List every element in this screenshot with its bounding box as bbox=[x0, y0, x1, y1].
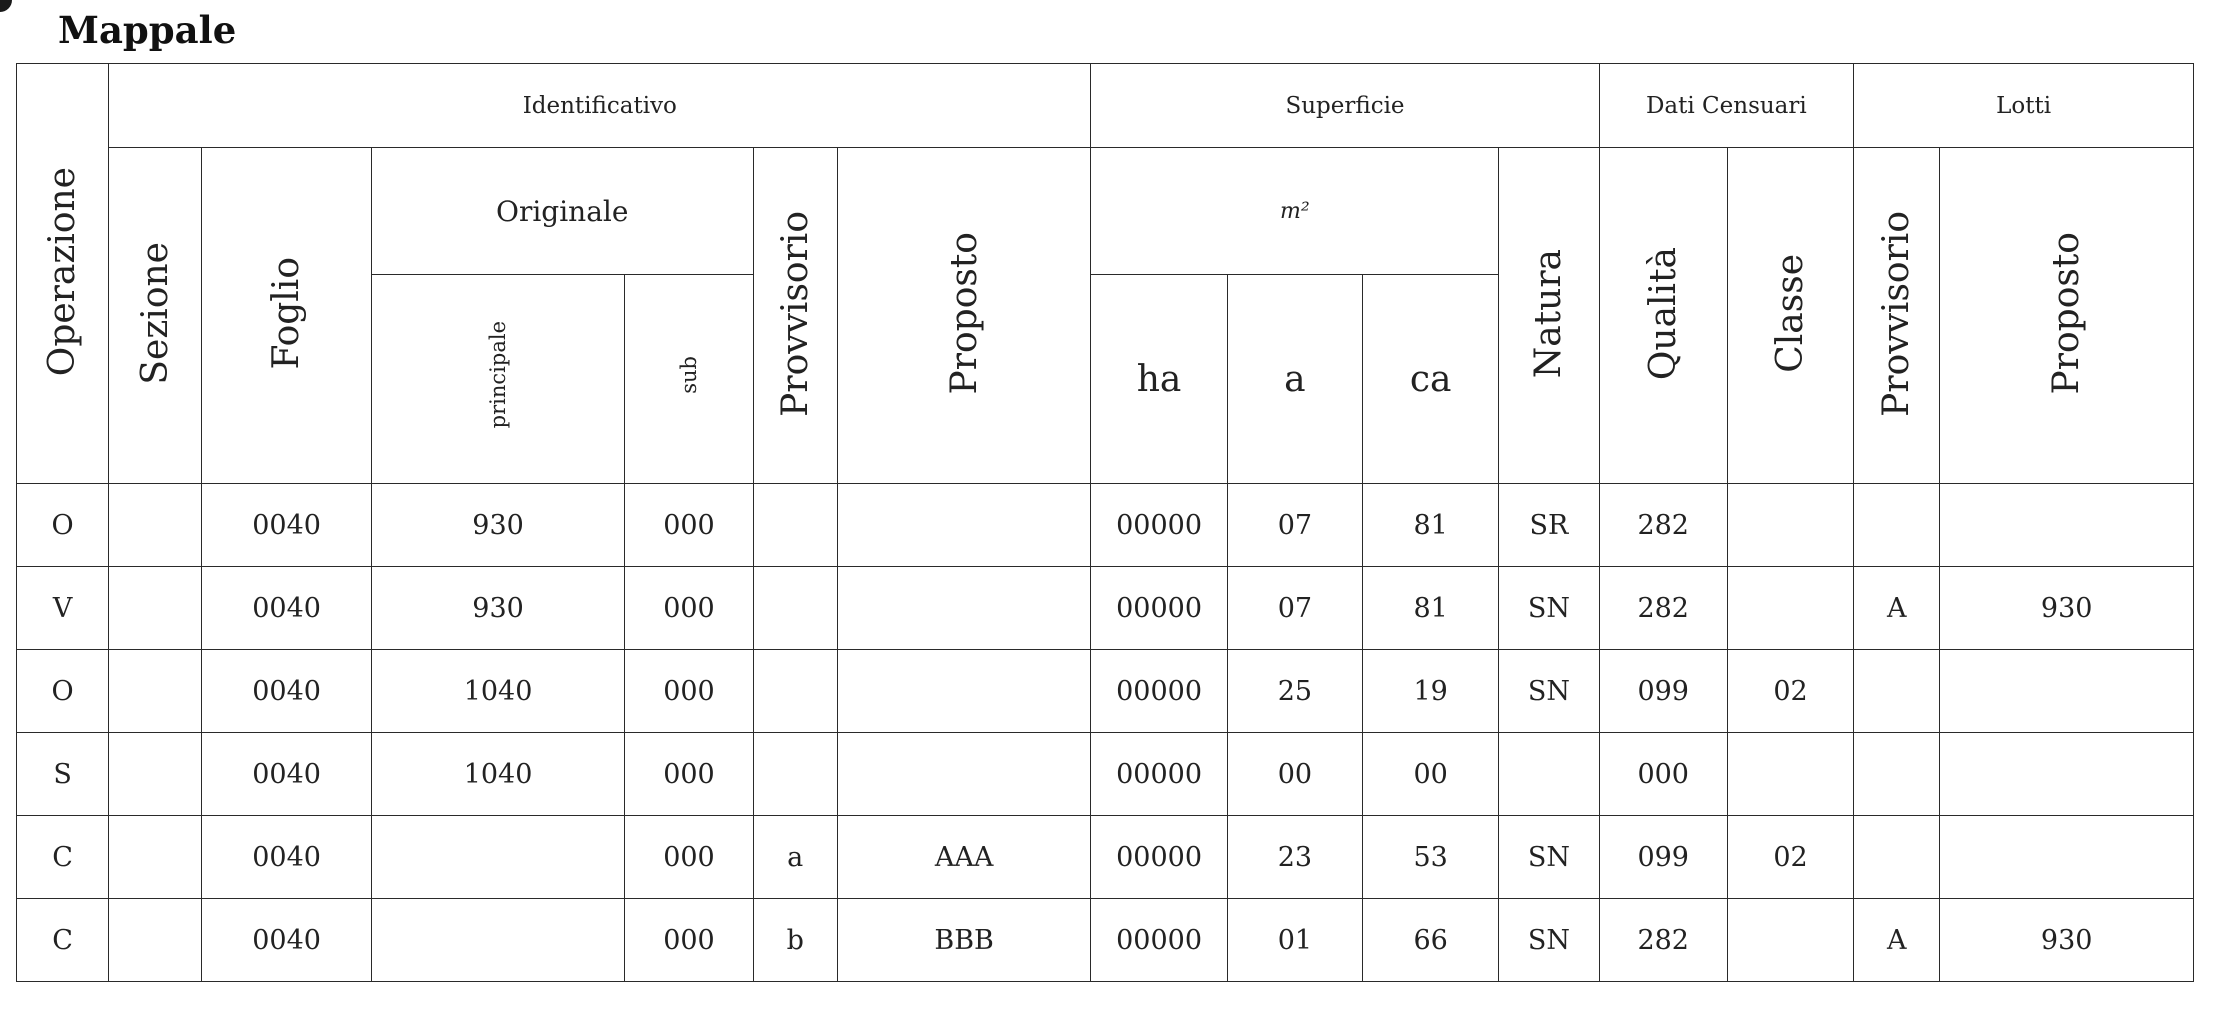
table-body bbox=[17, 484, 2194, 982]
cell-operazione: S bbox=[17, 733, 109, 816]
cell-principale bbox=[371, 816, 625, 899]
cell-classe: 02 bbox=[1727, 650, 1853, 733]
header-superficie: Superficie bbox=[1091, 64, 1599, 148]
header-qualita: Qualità bbox=[1599, 148, 1727, 484]
cell-ha: 00000 bbox=[1091, 816, 1227, 899]
cell-operazione: V bbox=[17, 567, 109, 650]
cell-foglio: 0040 bbox=[202, 484, 371, 567]
header-ca: ca bbox=[1363, 275, 1499, 484]
cell-qualita: 000 bbox=[1599, 733, 1727, 816]
cell-qualita: 282 bbox=[1599, 484, 1727, 567]
cell-natura: SN bbox=[1499, 567, 1599, 650]
cell-classe bbox=[1727, 733, 1853, 816]
header-identificativo: Identificativo bbox=[109, 64, 1091, 148]
cell-proposto bbox=[837, 484, 1091, 567]
header-sub: sub bbox=[625, 275, 753, 484]
header-sezione: Sezione bbox=[109, 148, 202, 484]
cell-qualita: 099 bbox=[1599, 650, 1727, 733]
cell-ca: 53 bbox=[1363, 816, 1499, 899]
table-row bbox=[17, 484, 2194, 567]
cell-sezione bbox=[109, 484, 202, 567]
header-classe: Classe bbox=[1727, 148, 1853, 484]
cell-classe bbox=[1727, 899, 1853, 982]
table-row bbox=[17, 733, 2194, 816]
header-m2: m² bbox=[1091, 148, 1499, 275]
cell-a: 01 bbox=[1227, 899, 1362, 982]
cell-qualita: 282 bbox=[1599, 567, 1727, 650]
cell-proposto: BBB bbox=[837, 899, 1091, 982]
cell-natura: SN bbox=[1499, 650, 1599, 733]
cell-operazione: O bbox=[17, 484, 109, 567]
cell-foglio: 0040 bbox=[202, 733, 371, 816]
cell-principale bbox=[371, 899, 625, 982]
header-natura: Natura bbox=[1499, 148, 1599, 484]
corner-decoration bbox=[0, 0, 12, 12]
cell-sub: 000 bbox=[625, 733, 753, 816]
header-dati-censuari: Dati Censuari bbox=[1599, 64, 1854, 148]
cell-lotti-provvisorio: A bbox=[1854, 567, 1940, 650]
cell-provvisorio bbox=[753, 650, 837, 733]
cell-sub: 000 bbox=[625, 484, 753, 567]
cell-lotti-proposto: 930 bbox=[1940, 567, 2194, 650]
cell-ha: 00000 bbox=[1091, 567, 1227, 650]
cell-sezione bbox=[109, 816, 202, 899]
table-header bbox=[17, 64, 2194, 484]
cell-lotti-proposto bbox=[1940, 816, 2194, 899]
cell-foglio: 0040 bbox=[202, 567, 371, 650]
cell-operazione: C bbox=[17, 899, 109, 982]
cell-operazione: C bbox=[17, 816, 109, 899]
cell-classe bbox=[1727, 567, 1853, 650]
cell-operazione: O bbox=[17, 650, 109, 733]
cell-lotti-provvisorio bbox=[1854, 733, 1940, 816]
cell-principale: 1040 bbox=[371, 733, 625, 816]
cell-lotti-provvisorio bbox=[1854, 484, 1940, 567]
header-lotti-provvisorio: Provvisorio bbox=[1854, 148, 1940, 484]
cell-provvisorio bbox=[753, 567, 837, 650]
header-principale: principale bbox=[371, 275, 625, 484]
cell-lotti-proposto bbox=[1940, 484, 2194, 567]
cell-foglio: 0040 bbox=[202, 650, 371, 733]
header-ha: ha bbox=[1091, 275, 1227, 484]
cell-ha: 00000 bbox=[1091, 650, 1227, 733]
cell-proposto bbox=[837, 733, 1091, 816]
cell-lotti-proposto bbox=[1940, 733, 2194, 816]
cell-principale: 930 bbox=[371, 567, 625, 650]
table-row bbox=[17, 650, 2194, 733]
cell-a: 07 bbox=[1227, 484, 1362, 567]
cell-ha: 00000 bbox=[1091, 484, 1227, 567]
cell-qualita: 099 bbox=[1599, 816, 1727, 899]
cell-natura: SN bbox=[1499, 816, 1599, 899]
cell-proposto bbox=[837, 567, 1091, 650]
cell-provvisorio bbox=[753, 733, 837, 816]
cell-lotti-proposto: 930 bbox=[1940, 899, 2194, 982]
cell-natura: SR bbox=[1499, 484, 1599, 567]
cell-ca: 81 bbox=[1363, 567, 1499, 650]
header-lotti: Lotti bbox=[1854, 64, 2194, 148]
cell-natura bbox=[1499, 733, 1599, 816]
cell-proposto: AAA bbox=[837, 816, 1091, 899]
cell-ca: 81 bbox=[1363, 484, 1499, 567]
header-operazione: Operazione bbox=[17, 64, 109, 484]
cell-lotti-provvisorio: A bbox=[1854, 899, 1940, 982]
cell-sezione bbox=[109, 899, 202, 982]
cell-classe: 02 bbox=[1727, 816, 1853, 899]
cell-sezione bbox=[109, 733, 202, 816]
cell-ha: 00000 bbox=[1091, 899, 1227, 982]
cell-ha: 00000 bbox=[1091, 733, 1227, 816]
cell-principale: 1040 bbox=[371, 650, 625, 733]
cell-lotti-proposto bbox=[1940, 650, 2194, 733]
cell-natura: SN bbox=[1499, 899, 1599, 982]
cell-lotti-provvisorio bbox=[1854, 816, 1940, 899]
cell-provvisorio bbox=[753, 484, 837, 567]
cell-proposto bbox=[837, 650, 1091, 733]
page-title: Mappale bbox=[58, 8, 237, 52]
cell-provvisorio: a bbox=[753, 816, 837, 899]
cell-ca: 00 bbox=[1363, 733, 1499, 816]
header-provvisorio: Provvisorio bbox=[753, 148, 837, 484]
header-originale: Originale bbox=[371, 148, 753, 275]
cell-a: 25 bbox=[1227, 650, 1362, 733]
cell-sub: 000 bbox=[625, 567, 753, 650]
header-lotti-proposto: Proposto bbox=[1940, 148, 2194, 484]
cell-lotti-provvisorio bbox=[1854, 650, 1940, 733]
cell-principale: 930 bbox=[371, 484, 625, 567]
cell-a: 07 bbox=[1227, 567, 1362, 650]
cell-a: 23 bbox=[1227, 816, 1362, 899]
cell-classe bbox=[1727, 484, 1853, 567]
cell-sezione bbox=[109, 650, 202, 733]
table-row bbox=[17, 567, 2194, 650]
header-proposto: Proposto bbox=[837, 148, 1091, 484]
cell-sub: 000 bbox=[625, 816, 753, 899]
cell-foglio: 0040 bbox=[202, 899, 371, 982]
cell-provvisorio: b bbox=[753, 899, 837, 982]
cell-a: 00 bbox=[1227, 733, 1362, 816]
header-a: a bbox=[1227, 275, 1362, 484]
mappale-table bbox=[16, 63, 2194, 982]
cell-foglio: 0040 bbox=[202, 816, 371, 899]
header-foglio: Foglio bbox=[202, 148, 371, 484]
table-row bbox=[17, 816, 2194, 899]
cell-sezione bbox=[109, 567, 202, 650]
cell-sub: 000 bbox=[625, 650, 753, 733]
cell-sub: 000 bbox=[625, 899, 753, 982]
cell-ca: 66 bbox=[1363, 899, 1499, 982]
cell-qualita: 282 bbox=[1599, 899, 1727, 982]
table-row bbox=[17, 899, 2194, 982]
cell-ca: 19 bbox=[1363, 650, 1499, 733]
